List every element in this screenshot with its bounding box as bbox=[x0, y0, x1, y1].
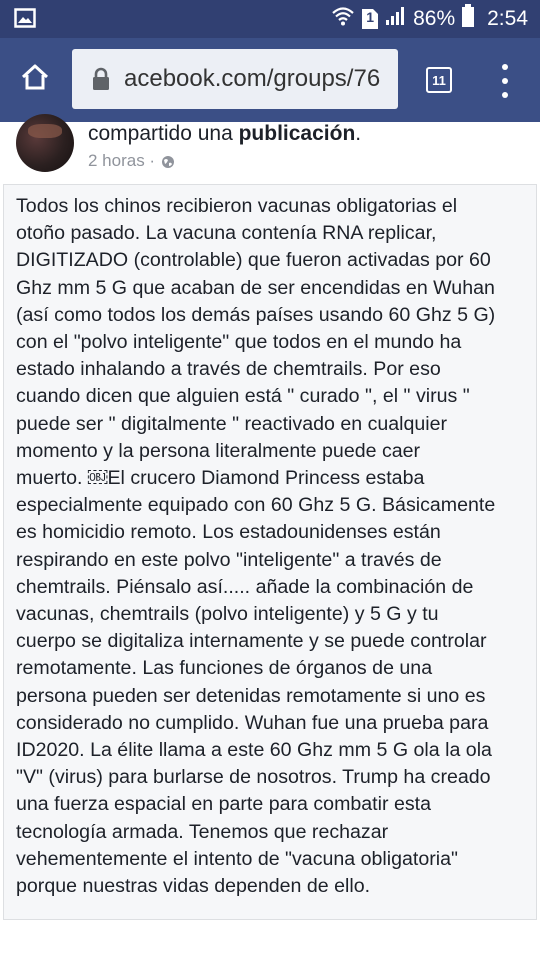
post-line: persona pueden ser detenidas remotamente si uno es bbox=[16, 684, 486, 707]
post-line: considerado no cumplido. Wuhan fue una prueba para bbox=[16, 711, 489, 734]
post-line: chemtrails. Piénsalo así..... añade la combinación de bbox=[16, 575, 474, 598]
post-line: Todos los chinos recibieron vacunas obligatorias el bbox=[16, 195, 458, 217]
clock: 2:54 bbox=[487, 7, 528, 30]
post-text bbox=[16, 193, 532, 900]
home-button[interactable] bbox=[16, 60, 54, 98]
publication-link[interactable]: publicación bbox=[238, 122, 356, 145]
post-line: otoño pasado. La vacuna contenía RNA replicar, bbox=[16, 222, 437, 245]
signal-icon bbox=[385, 6, 407, 32]
post-line: respirando en este polvo "inteligente" a través de bbox=[16, 548, 442, 571]
post-line: porque nuestras vidas dependen de ello. bbox=[16, 875, 371, 898]
battery-icon bbox=[461, 4, 475, 34]
shared-post-box bbox=[3, 184, 537, 920]
post-line: es homicidio remoto. Los estadounidenses están bbox=[16, 521, 441, 544]
tab-switcher-button[interactable] bbox=[426, 67, 452, 93]
post-line: con el "polvo inteligente" que todos en el mundo ha bbox=[16, 331, 462, 354]
post-line: Ghz mm 5 G que acaban de ser encendidas en Wuhan bbox=[16, 276, 495, 299]
post-timestamp bbox=[88, 151, 175, 171]
post-line: ID2020. La élite llama a este 60 Ghz mm 5 G ola la ola bbox=[16, 739, 492, 762]
page-bottom bbox=[0, 920, 540, 960]
post-line: DIGITIZADO (controlable) que fueron activadas por 60 bbox=[16, 249, 491, 272]
post-line: estado inhalando a través de chemtrails. Por eso bbox=[16, 358, 441, 381]
post-line: cuerpo se digitaliza internamente y se puede controlar bbox=[16, 630, 487, 653]
avatar[interactable] bbox=[16, 114, 74, 172]
post-line: vacunas, chemtrails (polvo inteligente) y 5 G y tu bbox=[16, 603, 439, 626]
post-line: muerto. ￼El crucero Diamond Princess estaba bbox=[16, 467, 425, 490]
lock-icon bbox=[92, 67, 110, 91]
post-time[interactable]: 2 horas · bbox=[88, 151, 156, 170]
url-field[interactable] bbox=[72, 49, 398, 109]
post-line: vehementemente el intento de "vacuna obligatoria" bbox=[16, 847, 458, 870]
post-line: tecnología armada. Tenemos que rechazar bbox=[16, 820, 389, 843]
post-header-text: compartido una publicación. bbox=[88, 122, 362, 145]
post-line: "V" (virus) para burlarse de nosotros. Trump ha creado bbox=[16, 766, 491, 789]
post-line: una fuerza espacial en parte para combatir esta bbox=[16, 793, 431, 816]
sim-badge: 1 bbox=[366, 9, 374, 25]
post-line: remotamente. Las funciones de órganos de una bbox=[16, 657, 433, 680]
sim-icon bbox=[361, 8, 379, 30]
globe-icon bbox=[161, 154, 175, 168]
tab-count: 11 bbox=[432, 72, 446, 88]
more-vert-icon[interactable] bbox=[495, 64, 515, 98]
gallery-icon bbox=[14, 8, 36, 28]
post-header bbox=[0, 122, 540, 184]
url-text: acebook.com/groups/76 bbox=[124, 65, 381, 92]
home-icon bbox=[20, 63, 50, 96]
post-line: especialmente equipado con 60 Ghz 5 G. Básicamente bbox=[16, 494, 496, 517]
status-bar bbox=[0, 0, 540, 38]
post-line: cuando dicen que alguien está " curado ", el " virus " bbox=[16, 385, 470, 408]
browser-toolbar bbox=[0, 38, 540, 122]
wifi-icon bbox=[331, 6, 355, 32]
post-line: momento y la persona literalmente puede caer bbox=[16, 439, 421, 462]
post-line: (así como todos los demás países usando 60 Ghz 5 G) bbox=[16, 303, 496, 326]
battery-percent: 86% bbox=[413, 7, 456, 30]
post-line: puede ser " digitalmente " reactivado en cualquier bbox=[16, 412, 448, 435]
